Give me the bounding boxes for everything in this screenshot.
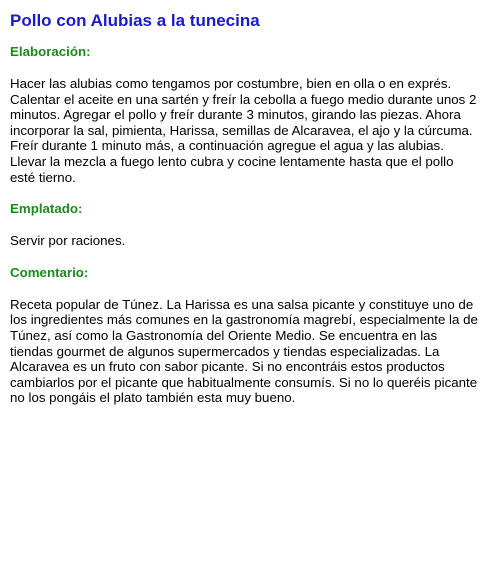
section-text-emplatado: Servir por raciones. xyxy=(10,233,126,249)
recipe-title: Pollo con Alubias a la tunecina xyxy=(10,11,260,30)
section-text-comentario: Receta popular de Túnez. La Harissa es una salsa picante y constituye uno de los ingredientes más comunes en la gastronomía magrebí, especialmente la de Túnez, así como la Gastronomía del Oriente Medio. Se encuentra en las tiendas gourmet de algunos supermercados y tiendas especializadas. La Alcaravea es un fruto con sabor picante. Si no encontráis estos productos cambiarlos por el picante que habitualmente consumís. Si no lo queréis picante no los pongáis el plato también esta muy bueno. xyxy=(10,296,478,406)
section-heading-emplatado: Emplatado: xyxy=(10,201,83,217)
section-text-elaboracion: Hacer las alubias como tengamos por costumbre, bien en olla o en exprés. Calentar el aceite en una sartén y freír la cebolla a fuego medio durante unos 2 minutos. Agregar el pollo y freír durante 3 minutos, girando las piezas. Ahora incorporar la sal, pimienta, Harissa, semillas de Alcaravea, el ajo y la cúrcuma. Freír durante 1 minuto más, a continuación agregue el agua y las alubias. Llevar la mezcla a fuego lento cubra y cocine lentamente hasta que el pollo esté tierno. xyxy=(10,76,477,185)
section-heading-elaboracion: Elaboración: xyxy=(10,44,91,59)
section-heading-comentario: Comentario: xyxy=(10,264,89,280)
